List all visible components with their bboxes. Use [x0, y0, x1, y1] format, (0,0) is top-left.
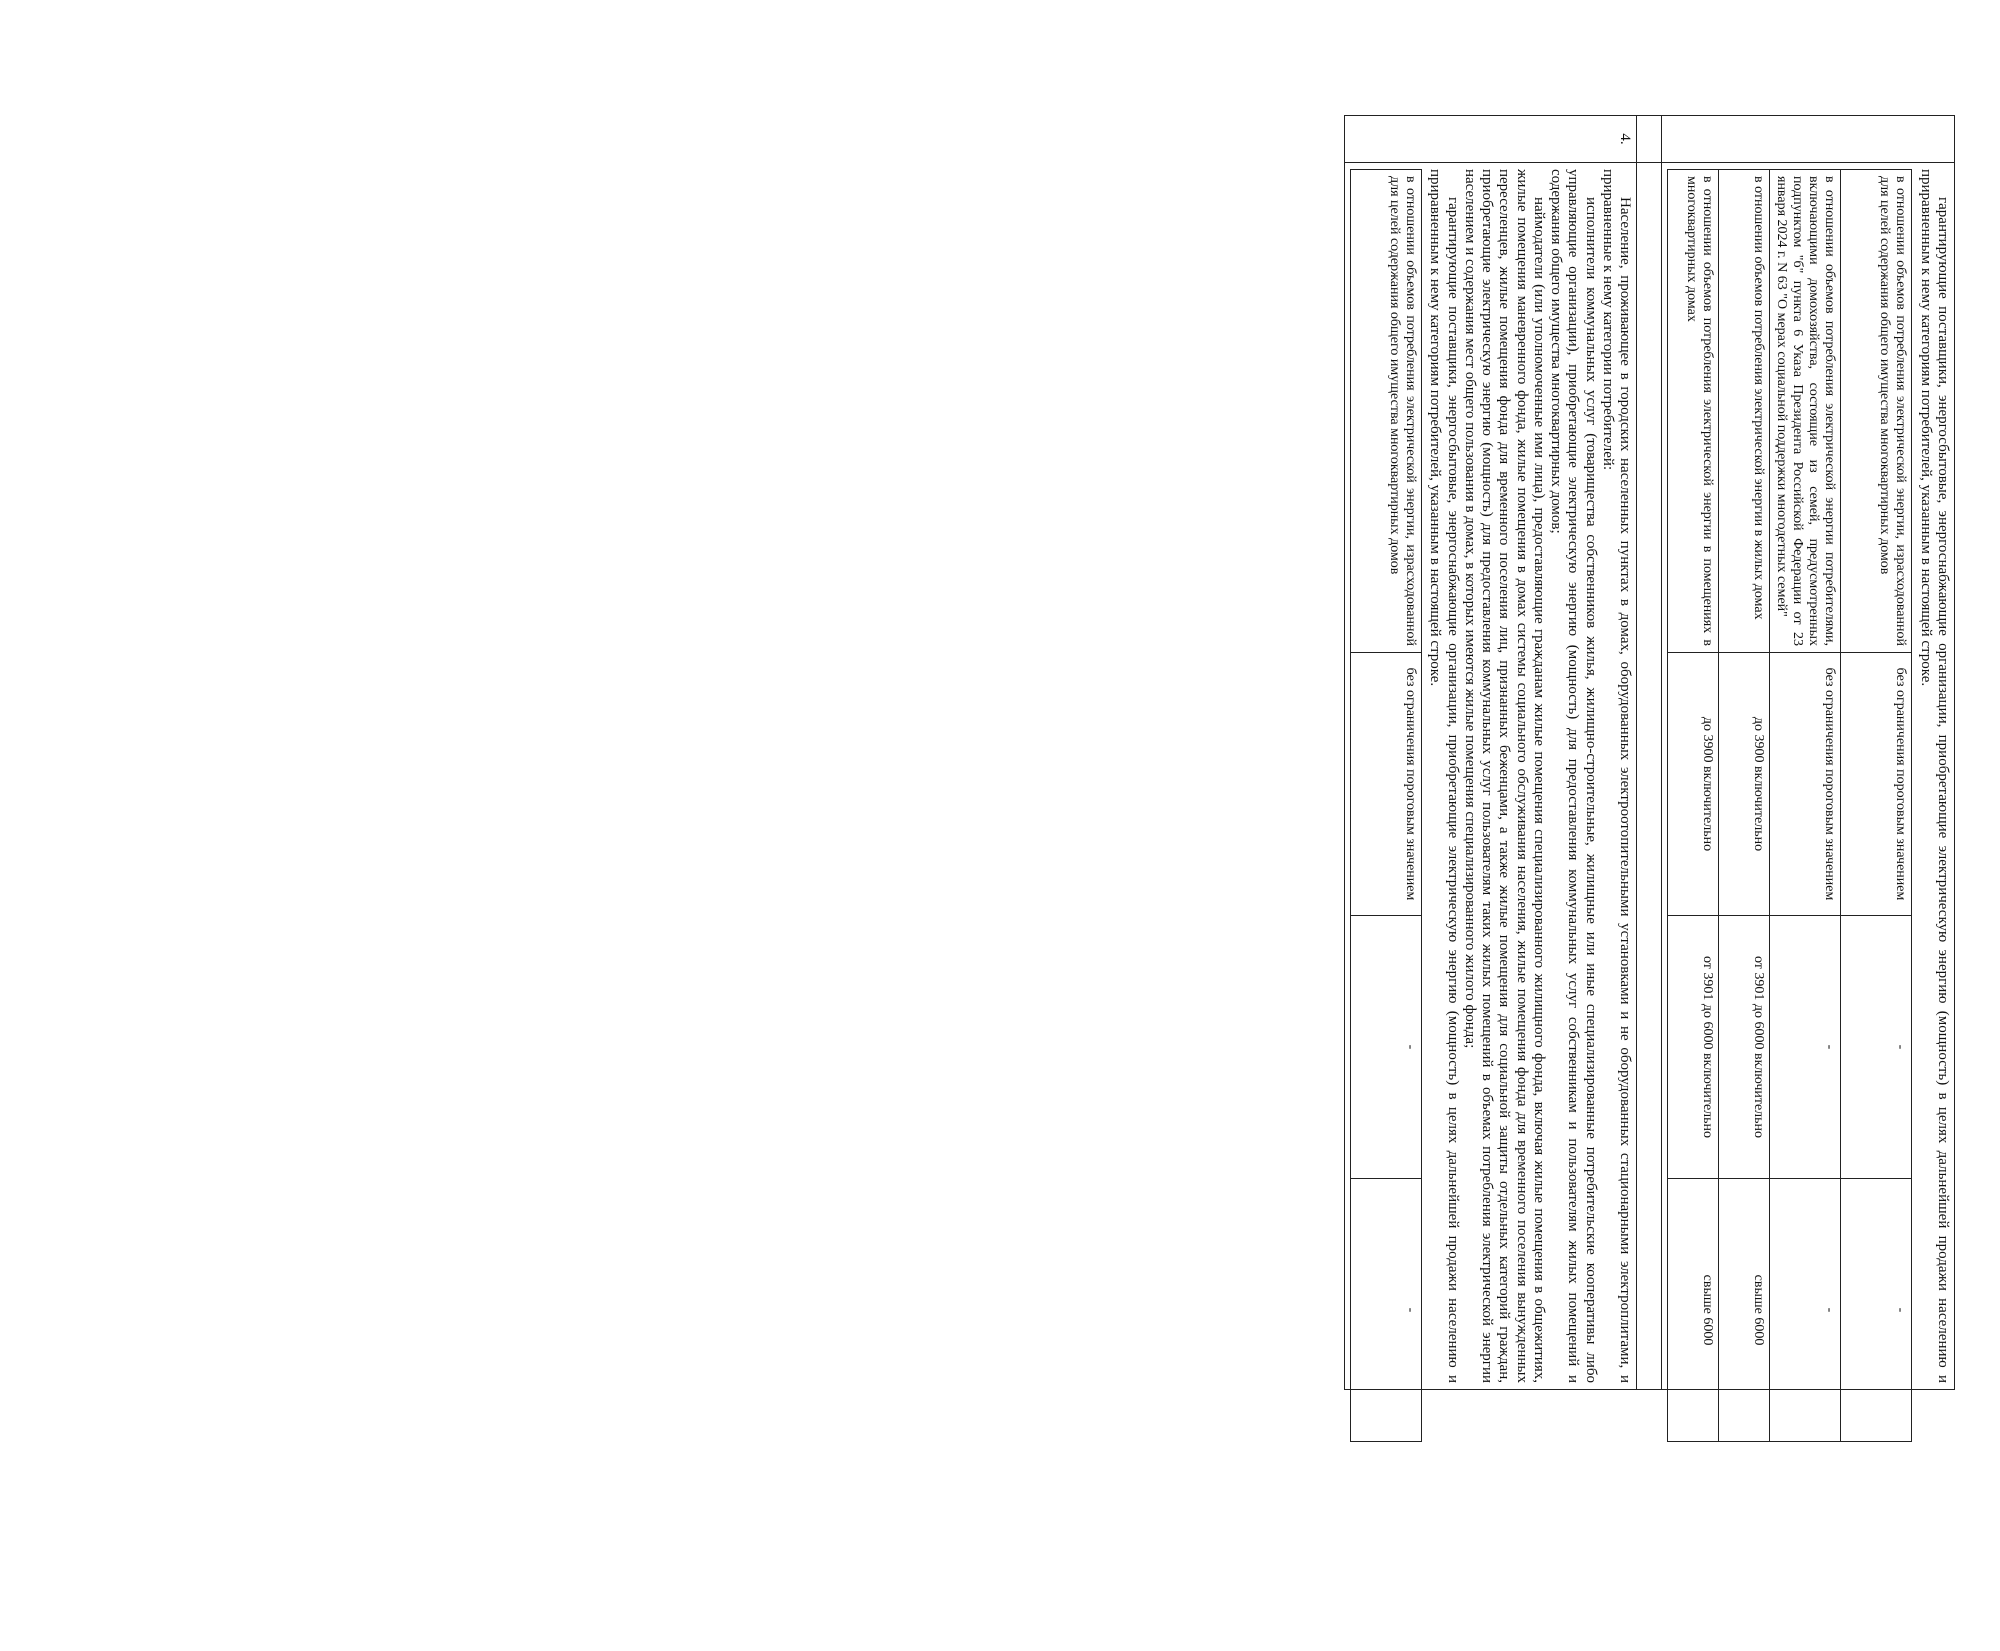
threshold-1: без ограничения пороговым значением — [1841, 653, 1912, 916]
section-4-paragraph: Население, проживающее в городских населенных пунктах в домах, оборудованных электроотопительными установками и не оборудованных стационарными электроплитами, и приравненные к нему категории потребителей: — [1599, 169, 1634, 1383]
row-number-cell — [1662, 116, 1955, 163]
threshold-3: свыше 6000 — [1719, 1179, 1770, 1442]
table-row — [1770, 170, 1841, 1442]
tariff-table — [1344, 115, 1955, 1390]
section-4-row — [1345, 116, 1637, 1390]
threshold-3: свыше 6000 — [1668, 1179, 1719, 1442]
separator-cell — [1637, 116, 1662, 163]
threshold-3: - — [1770, 1179, 1841, 1442]
table-row — [1668, 170, 1719, 1442]
threshold-2: - — [1841, 916, 1912, 1179]
section-4-paragraph: исполнители коммунальных услуг (товарищества собственников жилья, жилищно-строительные, жилищные или иные специализированные потребительские кооперативы либо управляющие организации), приобретающие электрическую энергию (мощность) для предоставления коммунальных услуг собственникам и пользователям жилых помещений и содержания общего имущества многоквартирных домов; — [1548, 169, 1599, 1383]
consumption-label: в отношении объемов потребления электрической энергии, израсходованной для целей содержания общего имущества многоквартирных домов — [1351, 170, 1422, 653]
threshold-1: до 3900 включительно — [1719, 653, 1770, 916]
threshold-3: - — [1351, 1179, 1422, 1442]
consumption-label: в отношении объемов потребления электрической энергии в жилых домах — [1719, 170, 1770, 653]
threshold-2: - — [1770, 916, 1841, 1179]
section-4-content — [1345, 163, 1637, 1390]
threshold-2: от 3901 до 6000 включительно — [1668, 916, 1719, 1179]
separator-cell — [1637, 163, 1662, 1390]
threshold-1: без ограничения пороговым значением — [1351, 653, 1422, 916]
threshold-1: до 3900 включительно — [1668, 653, 1719, 916]
threshold-1: без ограничения пороговым значением — [1770, 653, 1841, 916]
threshold-2: от 3901 до 6000 включительно — [1719, 916, 1770, 1179]
section-3-intro: гарантирующие поставщики, энергосбытовые, энергоснабжающие организации, приобретающие электрическую энергию (мощность) в целях дальнейшей продажи населению и приравненным к нему категориям потребителей, указанным в настоящей строке. — [1917, 169, 1951, 1383]
section-3-subtable — [1667, 169, 1912, 1442]
consumption-label: в отношении объемов потребления электрической энергии потребителями, включающими домохозяйства, состоящие из семей, предусмотренных подпунктом "б" пункта 6 Указа Президента Российской Федерации от 23 января 2024 г. N 63 "О мерах социальной поддержки многодетных семей" — [1770, 170, 1841, 653]
table-row — [1351, 170, 1422, 1442]
row-number-4: 4. — [1345, 116, 1637, 163]
section-3-content — [1662, 163, 1955, 1390]
section-4-subtable — [1350, 169, 1422, 1442]
table-row — [1719, 170, 1770, 1442]
separator-row — [1637, 116, 1662, 1390]
threshold-3: - — [1841, 1179, 1912, 1442]
consumption-label: в отношении объемов потребления электрической энергии в помещениях в многоквартирных домах — [1668, 170, 1719, 653]
section-4-paragraph: гарантирующие поставщики, энергосбытовые, энергоснабжающие организации, приобретающие электрическую энергию (мощность) в целях дальнейшей продажи населению и приравненным к нему категориям потребителей, указанным в настоящей строке. — [1427, 169, 1461, 1383]
section-3-row — [1662, 116, 1955, 1390]
table-row — [1841, 170, 1912, 1442]
consumption-label: в отношении объемов потребления электрической энергии, израсходованной для целей содержания общего имущества многоквартирных домов — [1841, 170, 1912, 653]
section-4-paragraph: наймодатели (или уполномоченные ими лица), предоставляющие гражданам жилые помещения специализированного жилищного фонда, включая жилые помещения в общежитиях, жилые помещения маневренного фонда, жилые помещения в домах системы социального обслуживания населения, жилые помещения фонда для временного поселения вынужденных переселенцев, жилые помещения фонда для временного поселения лиц, признанных беженцами, а также жилые помещения для социальной защиты отдельных категорий граждан, приобретающие электрическую энергию (мощность) для предоставления коммунальных услуг пользователям таких жилых помещений в объемах потребления электрической энергии населением и содержания мест общего пользования в домах, в которых имеются жилые помещения специализированного жилого фонда; — [1461, 169, 1547, 1383]
rotated-document-page — [1040, 0, 2000, 1400]
threshold-2: - — [1351, 916, 1422, 1179]
